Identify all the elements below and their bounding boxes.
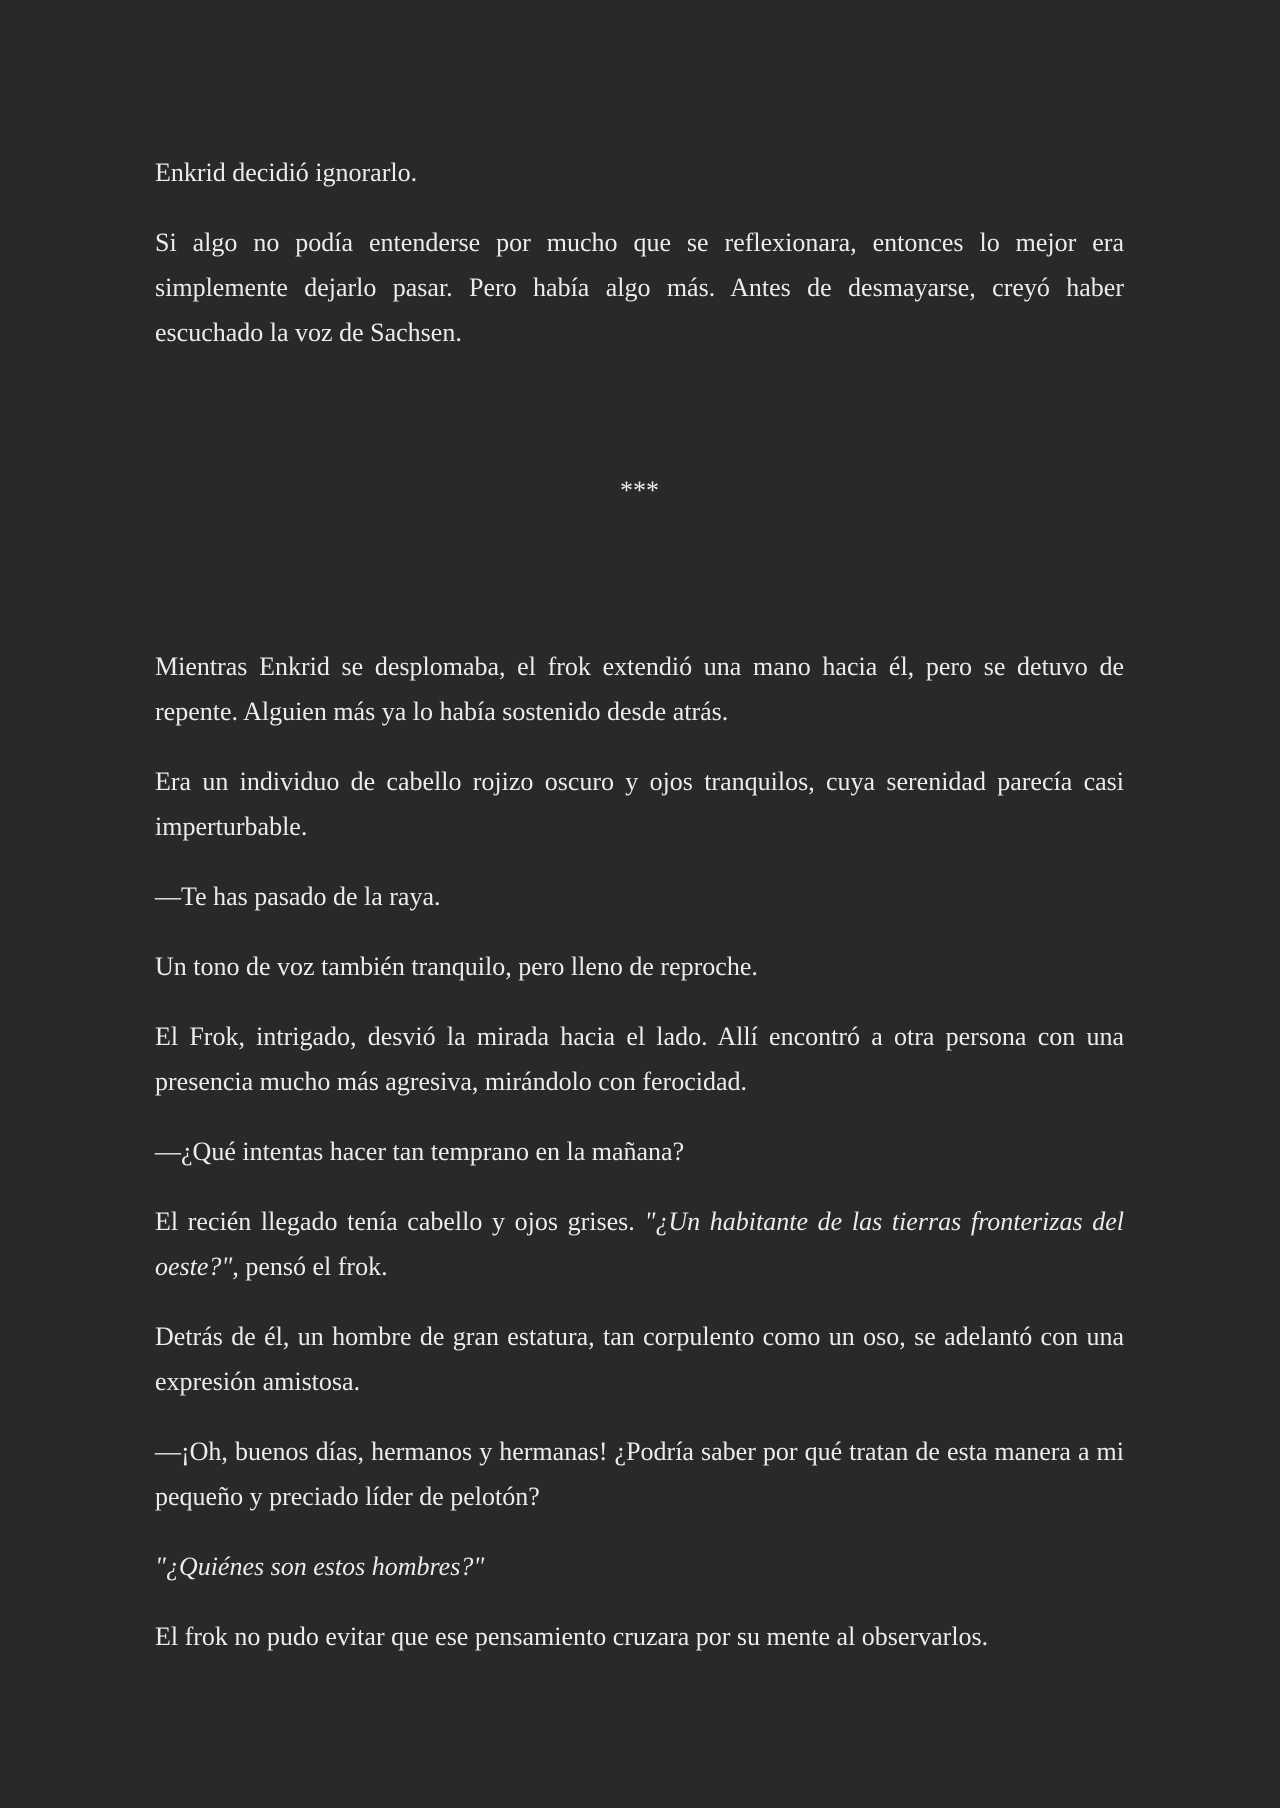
inner-thought: "¿Un habitante de las tierras fronterizas del oeste?" [155,1207,1124,1281]
paragraph: El frok no pudo evitar que ese pensamiento cruzara por su mente al observarlos. [155,1622,989,1651]
paragraph [155,1199,1124,1289]
dialogue-paragraph: —¡Oh, buenos días, hermanos y hermanas! ¿Podría saber por qué tratan de esta manera a mi pequeño y preciado líder de pelotón? [155,1437,1124,1511]
dialogue-paragraph: —¿Qué intentas hacer tan temprano en la mañana? [155,1137,685,1166]
paragraph: Era un individuo de cabello rojizo oscuro y ojos tranquilos, cuya serenidad parecía casi imperturbable. [155,767,1124,841]
scene-separator: *** [620,476,659,505]
paragraph: Si algo no podía entenderse por mucho que se reflexionara, entonces lo mejor era simplemente dejarlo pasar. Pero había algo más. Antes de desmayarse, creyó haber escuchado la voz de Sachsen. [155,228,1124,347]
reader-content [155,150,1124,1684]
paragraph: Un tono de voz también tranquilo, pero lleno de reproche. [155,952,758,981]
paragraph: Detrás de él, un hombre de gran estatura, tan corpulento como un oso, se adelantó con una expresión amistosa. [155,1322,1124,1396]
paragraph-text: El recién llegado tenía cabello y ojos grises. [155,1207,645,1236]
paragraph: Mientras Enkrid se desplomaba, el frok extendió una mano hacia él, pero se detuvo de repente. Alguien más ya lo había sostenido desde atrás. [155,652,1124,726]
dialogue-paragraph: —Te has pasado de la raya. [155,882,441,911]
inner-thought-paragraph: "¿Quiénes son estos hombres?" [155,1552,485,1581]
paragraph: El Frok, intrigado, desvió la mirada hacia el lado. Allí encontró a otra persona con una presencia mucho más agresiva, mirándolo con ferocidad. [155,1022,1124,1096]
paragraph-text: , pensó el frok. [232,1252,388,1281]
paragraph: Enkrid decidió ignorarlo. [155,158,418,187]
